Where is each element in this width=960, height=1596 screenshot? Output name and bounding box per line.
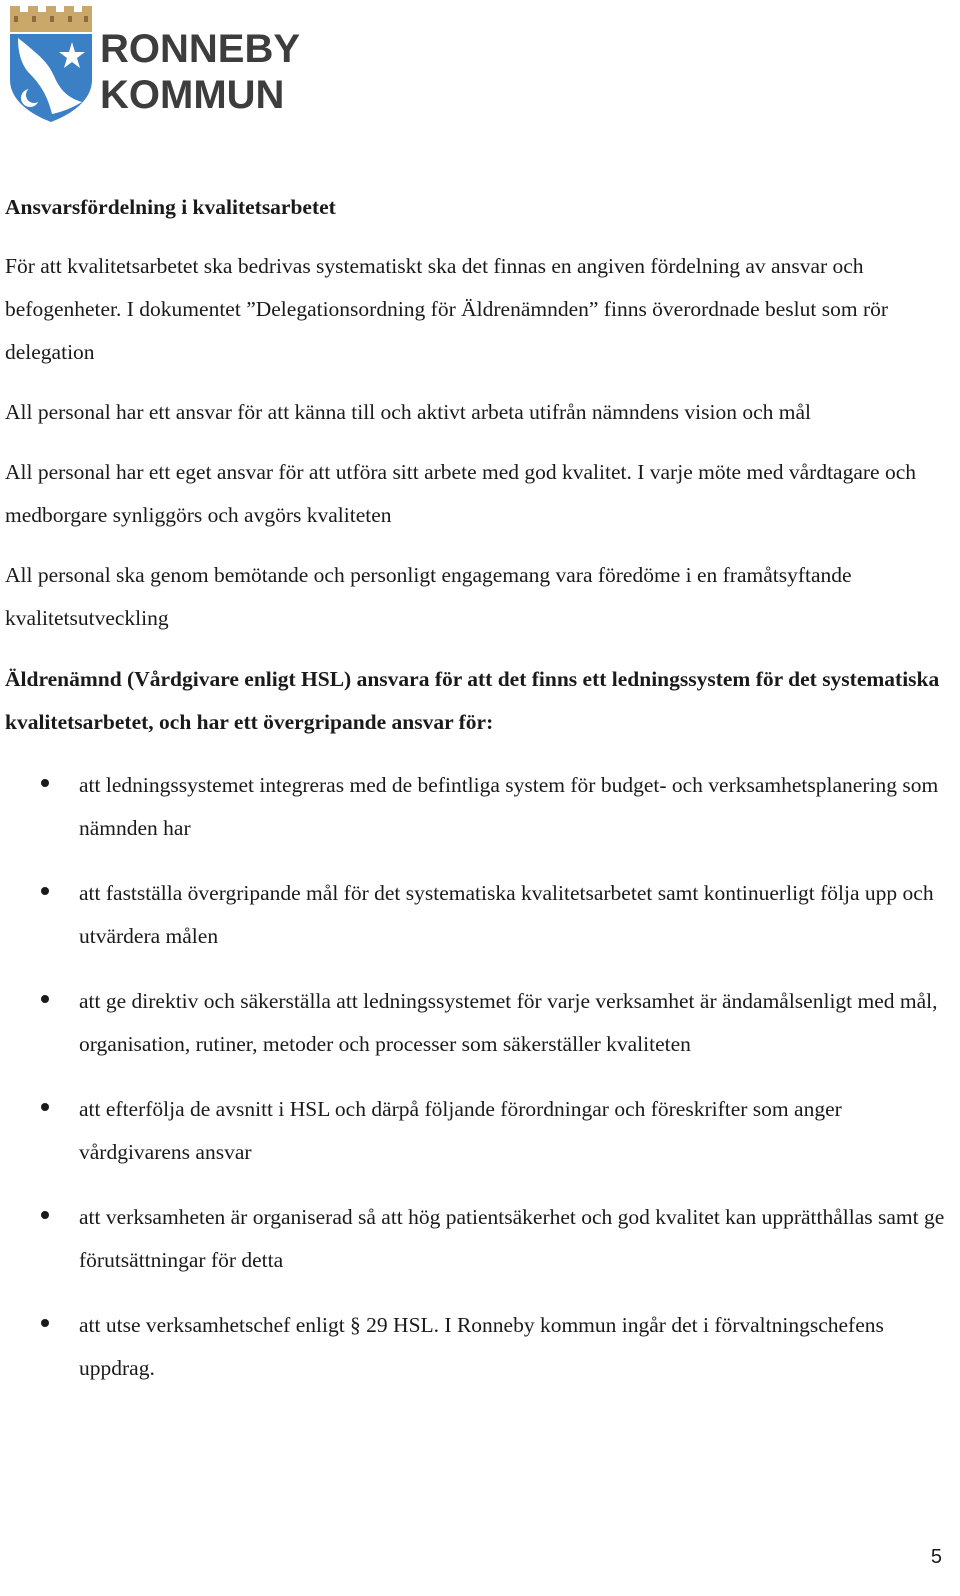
svg-text:RONNEBY: RONNEBY	[100, 27, 301, 71]
coat-of-arms-icon	[8, 2, 328, 124]
bullet-icon	[41, 1211, 49, 1219]
page-number: 5	[930, 1546, 942, 1568]
list-item	[5, 1196, 945, 1282]
paragraph-personnel-vision: All personal har ett ansvar för att känna till och aktivt arbeta utifrån nämndens vision och mål	[5, 400, 811, 424]
list-item	[5, 1304, 945, 1390]
bullet-icon	[41, 779, 49, 787]
ronneby-kommun-logo	[8, 2, 328, 124]
svg-text:KOMMUN: KOMMUN	[100, 73, 285, 117]
document-body	[5, 186, 945, 1412]
list-item-text: att efterfölja de avsnitt i HSL och därpå följande förordningar och föreskrifter som anger vårdgivarens ansvar	[79, 1097, 842, 1164]
bullet-icon	[41, 995, 49, 1003]
responsibility-list	[5, 764, 945, 1390]
list-item-text: att ledningssystemet integreras med de befintliga system för budget- och verksamhetsplanering som nämnden har	[79, 773, 939, 840]
list-item-text: att ge direktiv och säkerställa att ledningssystemet för varje verksamhet är ändamålsenligt med mål, organisation, rutiner, metoder och processer som säkerställer kvaliteten	[79, 989, 938, 1056]
bullet-icon	[41, 887, 49, 895]
list-item	[5, 872, 945, 958]
bullet-icon	[41, 1103, 49, 1111]
list-item	[5, 1088, 945, 1174]
paragraph-intro: För att kvalitetsarbetet ska bedrivas systematiskt ska det finnas en angiven fördelning av ansvar och befogenheter. I dokumentet ”Delegationsordning för Äldrenämnden” finns överordnade beslut som rör delegation	[5, 254, 889, 364]
list-item	[5, 764, 945, 850]
list-item	[5, 980, 945, 1066]
list-item-text: att utse verksamhetschef enligt § 29 HSL. I Ronneby kommun ingår det i förvaltningschefens uppdrag.	[79, 1313, 884, 1380]
paragraph-personnel-role-model: All personal ska genom bemötande och personligt engagemang vara föredöme i en framåtsyftande kvalitetsutveckling	[5, 563, 852, 630]
paragraph-personnel-quality: All personal har ett eget ansvar för att utföra sitt arbete med god kvalitet. I varje möte med vårdtagare och medborgare synliggörs och avgörs kvaliteten	[5, 460, 916, 527]
list-item-text: att fastställa övergripande mål för det systematiska kvalitetsarbetet samt kontinuerligt följa upp och utvärdera målen	[79, 881, 934, 948]
list-item-text: att verksamheten är organiserad så att hög patientsäkerhet och god kvalitet kan upprätthållas samt ge förutsättningar för detta	[79, 1205, 945, 1272]
section-heading: Ansvarsfördelning i kvalitetsarbetet	[5, 195, 336, 219]
bullet-icon	[41, 1319, 49, 1327]
paragraph-board-responsibility: Äldrenämnd (Vårdgivare enligt HSL) ansvara för att det finns ett ledningssystem för det systematiska kvalitetsarbetet, och har ett övergripande ansvar för:	[5, 667, 940, 734]
